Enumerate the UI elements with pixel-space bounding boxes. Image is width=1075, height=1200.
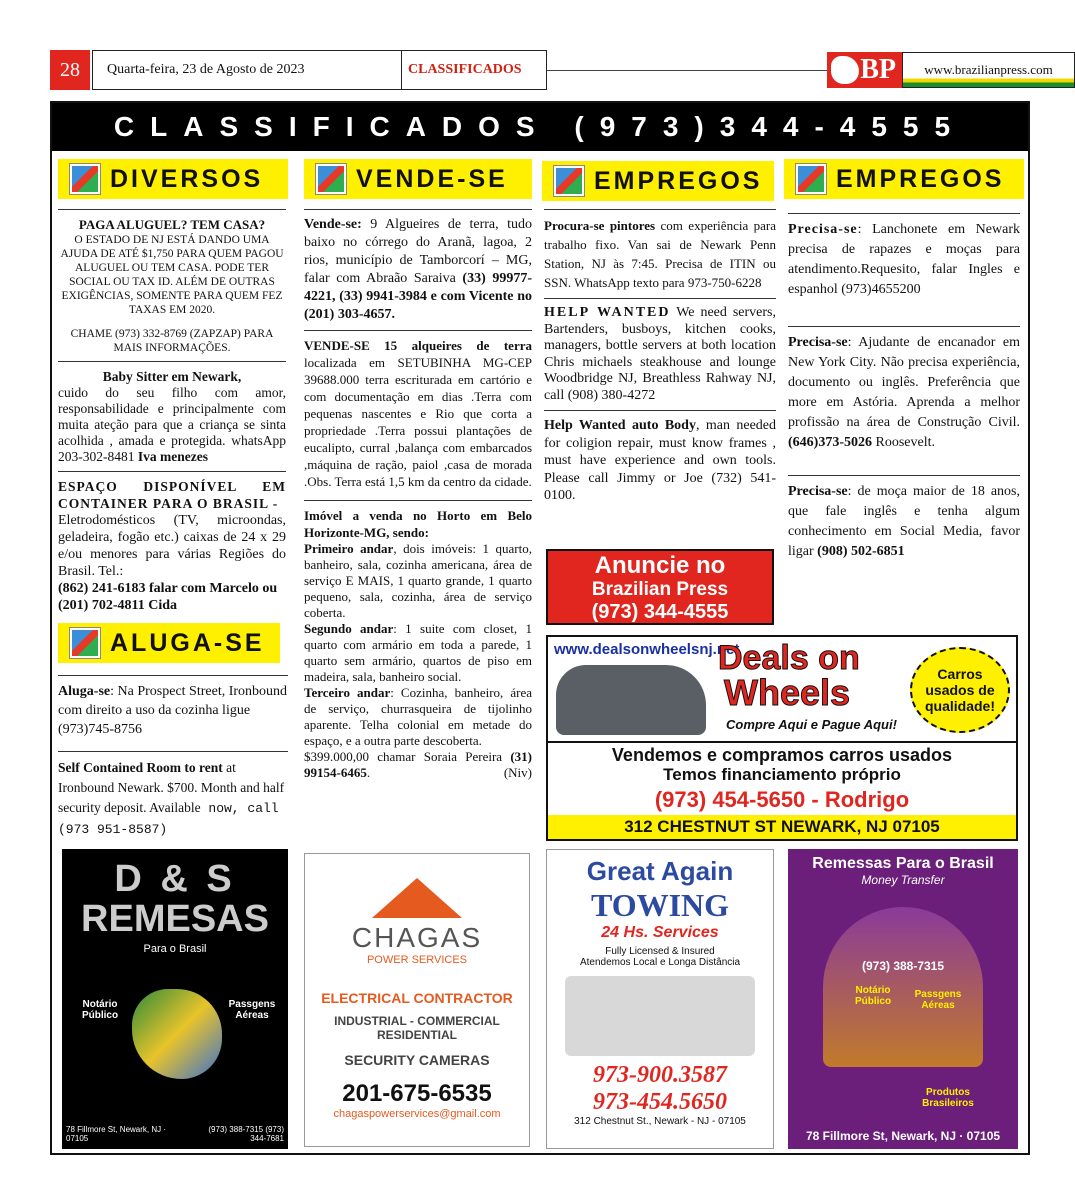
great-again-towing-ad[interactable]: Great Again TOWING 24 Hs. Services Fully Licensed & Insured Atendemos Local e Longa Distância 973-900.3587 973-454.5650 312 Chestnut St., Newark - NJ - 07105 [546,849,774,1149]
ad-title: Imóvel a venda no Horto em Belo Horizonte-MG, sendo: [304,508,532,540]
ad-body: at Ironbound Newark. $700. Month and half security deposit. Available [58,760,285,815]
ad-contact: CHAME (973) 332-8769 (ZAPZAP) PARA MAIS INFORMAÇÕES. [70,328,274,354]
classifieds-icon [70,164,100,194]
advertise-banner[interactable]: Anuncie no Brazilian Press (973) 344-4555 [546,549,774,625]
issue-date: Quarta-feira, 23 de Agosto de 2023 [92,50,402,90]
tow-truck-image [565,976,755,1056]
ad-title: PAGA ALUGUEL? TEM CASA? [78,217,266,232]
site-url[interactable]: www.brazilianpress.com [902,52,1075,88]
ad-phone: (862) 241-6183 falar com Marcelo ou (201) 702-4811 Cida [58,581,278,613]
section-header-empregos: EMPREGOS [542,161,774,201]
brazil-map-icon [132,989,222,1079]
ad-title: ESPAÇO DISPONÍVEL EM CONTAINER PARA O BRASIL - [58,479,286,511]
section-header-aluga-se: ALUGA-SE [58,623,280,663]
brazilian-press-logo[interactable]: BP [827,52,902,88]
ad-body: cuido do seu filho com amor, responsabilidade e principalmente com muita ateção para que a criança se sinta acolhida , amada e protegida. whatsApp 203-302-8481 [58,385,286,464]
ad-contact: now, call (973 951-8587) [58,801,279,837]
header-divider [547,70,827,71]
quality-badge: Carros usados de qualidade! [910,647,1010,733]
section-header-vende-se: VENDE-SE [304,159,532,199]
ad-contact-name: Iva menezes [137,449,208,464]
ad-body: : Na Prospect Street, Ironbound com direito a uso da cozinha ligue (973)745-8756 [58,684,288,737]
column-diversos [58,203,286,614]
classifieds-icon [316,164,346,194]
column-vende-se: Vende-se: 9 Algueires de terra, tudo baixo no córrego do Aranã, lagoa, 2 rios, município de Tamborcorí – MG, falar com Abraão Saraiva (33) 99977-4221, (33) 9941-3984 e com Vicente no (201) 303-4657. VENDE-SE 15 alqueires de terra localizada em SETUBINHA MG-CEP 39688.000 terra escriturada em cartório e com documentação em dias .Terra com pequenas nascentes e Rio que corta a propriedade .Terra possui plantações de eucalipto, curral ,balança com embarcados ,máquina de ração, paiol ,casa de morada .Obs. Terra está 1,5 km da centro da cidade. Imóvel a venda no Horto em Belo Horizonte-MG, sendo: Primeiro andar, dois imóveis: 1 quarto, banheiro, sala, cozinha americana, área de serviço E MAIS, 1 quarto grande, 1 quarto pequeno, sala, cozinha, área de serviço coberta. Segundo andar: 1 suite com closet, 1 quarto com armário em toda a parede, 1 quarto sem armário, quartos de piso em madeira, sala, banheiro social. Terceiro andar: Cozinha, banheiro, área de serviço, churrasqueira de tijolinho aparente. Telha colonial em metade do espaço, e a outra parte descoberta. $399.000,00 chamar Soraia Pereira (31) 99154-6465. (Niv) [304,203,532,781]
classifieds-icon [796,164,826,194]
car-image [556,665,706,735]
house-coins-image [823,907,983,1067]
page-header [50,50,1053,92]
classifieds-icon [70,628,100,658]
column-empregos-2: Precisa-se: Lanchonete em Newark precisa de rapazes e moças para atendimento.Requesito, falar Ingles e espanhol (973)4655200 Precisa-se: Ajudante de encanador em New York City. Não precisa experiência, documento ou inglês. Preferência que more em Astória. Aprenda a melhor profissão na área de Construção Civil. (646)373-5026 Roosevelt. Precisa-se: de moça maior de 18 anos, que fale inglês e tenha algum conhecimento em Social Media, favor ligar (908) 502-6851 [788,207,1020,562]
ad-title: Baby Sitter em Newark, [102,369,242,384]
column-aluga-se: Aluga-se: Na Prospect Street, Ironbound com direito a uso da cozinha ligue (973)745-8756 Self Contained Room to rent at Ironbound Newark. $700. Month and half security deposit. Available now, call (973 951-8587) [58,669,288,840]
lightning-icon [372,878,462,918]
section-header-empregos-2: EMPREGOS [784,159,1024,199]
page-title: CLASSIFICADOS (973)344-4555 [52,103,1028,151]
classifieds-icon [554,166,584,196]
deals-on-wheels-ad[interactable]: www.dealsonwheelsnj.net Deals on Wheels Compre Aqui e Pague Aqui! Carros usados de qualidade! Vendemos e compramos carros usados Temos financiamento próprio (973) 454-5650 - Rodrigo 312 CHESTNUT ST NEWARK, NJ 07105 [546,635,1018,841]
section-label: CLASSIFICADOS [402,50,547,90]
ds-remesas-ad[interactable]: D & S REMESAS Para o Brasil Notário Público Passgens Aéreas 78 Fillmore St, Newark, NJ · 07105 (973) 388-7315 (973) 344-7681 [62,849,288,1149]
page-number: 28 [50,50,90,90]
ad-body: Eletrodomésticos (TV, microondas, geladeira, fogão etc.) caixas de 24 x 29 e/ou menores para várias Regiões do Brasil. Tel.: [58,513,286,579]
section-header-diversos: DIVERSOS [58,159,288,199]
ad-phone: (33) 99977-4221, (33) 9941-3984 e com Vicente no (201) 303-4657. [304,271,532,322]
classifieds-frame [50,101,1030,1155]
column-empregos: Procura-se pintores com experiência para trabalho fixo. Van sai de Newark Penn Station, NJ às 7:45. Precisa de ITIN ou SSN. WhatsApp texto para 973-750-6228 HELP WANTED We need servers, Bartenders, busboys, kitchen cooks, managers, bottle servers at both location Chris michaels steakhouse and lounge Woodbridge NJ, Breathless Rahway NJ, call (908) 380-4272 Help Wanted auto Body, man needed for coligion repair, must know frames , must have experience and own tools. Please call Jimmy or Joe (732) 541-0100. [544,203,776,505]
brazil-map-icon [831,56,859,84]
chagas-power-ad[interactable]: CHAGAS POWER SERVICES ELECTRICAL CONTRACTOR INDUSTRIAL - COMMERCIAL RESIDENTIAL SECURITY CAMERAS 201-675-6535 chagaspowerservices@gmail.com [304,853,530,1147]
remessas-ad[interactable]: Remessas Para o Brasil Money Transfer (973) 388-7315 Notário Público Passgens Aéreas Produtos Brasileiros 78 Fillmore St, Newark, NJ · 07105 [788,849,1018,1149]
ad-body: O ESTADO DE NJ ESTÁ DANDO UMA AJUDA DE ATÉ $1,750 PARA QUEM PAGOU ALUGUEL OU TEM CASA. PODE TER SOCIAL OU TAX ID. ALÉM DE OUTRAS EXIGÊNCIAS, SOMENTE PARA QUEM FEZ TAXAS EM 2020. [60,234,284,316]
